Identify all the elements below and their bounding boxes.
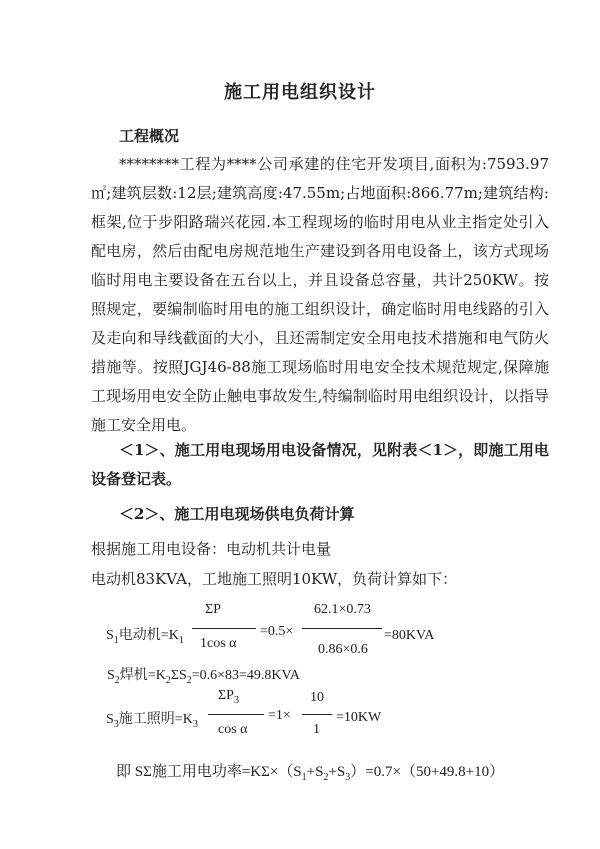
s3-k-sub: 3 <box>192 718 198 730</box>
s1-label: 电动机=K <box>118 628 179 643</box>
s2-k-sub: 2 <box>165 674 171 686</box>
s2-symbol: S <box>107 668 115 683</box>
s1-sub: 1 <box>113 634 119 646</box>
total-sub-3: 3 <box>345 772 351 783</box>
total-sub-1: 1 <box>301 772 307 783</box>
formula-s1-lhs <box>106 624 184 646</box>
s3-numerator-1 <box>218 688 239 706</box>
overview-paragraph: ********工程为****公司承建的住宅开发项目,面积为:7593.97㎡;建筑层数:12层;建筑高度:47.55m;占地面积:866.77m;建筑结构:框架,位于步阳路瑞兴花园.本工程现场的临时用电从业主指定处引入配电房，然后由配电房规范地生产建设到各用电设备上，该方式现场临时用电主要设备在五台以上，并且设备总容量，共计250KW。按照规定，要编制临时用电的施工组织设计，确定临时用电线路的引入及走向和导线截面的大小，且还需制定安全用电技术措施和电气防火措施等。按照JGJ46-88施工现场临时用电安全技术规范规定,保障施工现场用电安全防止触电事故发生,特编制临时用电组织设计，以指导施工安全用电。 <box>91 155 549 434</box>
s1-fraction-bar-1 <box>192 628 256 629</box>
s1-symbol: S <box>106 628 114 643</box>
s3-result: =10KW <box>336 710 382 725</box>
total-plus-1: +S <box>306 764 324 780</box>
formula-total <box>116 760 504 783</box>
s3-sub: 3 <box>113 718 119 730</box>
total-sub-2: 2 <box>323 772 329 783</box>
s2-sub: 2 <box>114 674 120 686</box>
s2-sum: ΣS <box>170 668 187 683</box>
s3-numerator-2: 10 <box>310 690 324 705</box>
s3-multiplier: =1× <box>268 708 291 723</box>
s1-result: =80KVA <box>384 628 435 643</box>
s3-numerator-text: ΣP <box>218 688 234 703</box>
formula-s2 <box>107 664 300 686</box>
motor-line: 电动机83KVA，工地施工照明10KW，负荷计算如下： <box>91 570 458 588</box>
total-result: ）=0.7×（50+49.8+10） <box>350 764 505 780</box>
total-prefix: 即 SΣ施工用电功率=KΣ×（S <box>116 764 302 780</box>
s2-result: =0.6×83=49.8KVA <box>191 668 300 683</box>
s2-s-sub: 2 <box>186 674 192 686</box>
s3-fraction-bar-2 <box>302 714 332 715</box>
item-2-heading: ＜2＞、施工用电现场供电负荷计算 <box>119 505 355 523</box>
s3-symbol: S <box>106 712 114 727</box>
s3-denominator-1: cos α <box>218 722 248 737</box>
s3-label: 施工照明=K <box>118 712 193 727</box>
s1-k-sub: 1 <box>178 634 184 646</box>
s3-fraction-bar-1 <box>208 714 264 715</box>
section-heading: 工程概况 <box>119 127 180 145</box>
basis-line: 根据施工用电设备：电动机共计电量 <box>91 540 332 558</box>
s1-multiplier: =0.5× <box>260 624 294 639</box>
s1-numerator-2: 62.1×0.73 <box>314 602 371 617</box>
s1-denominator-1: 1cos α <box>200 636 237 651</box>
s2-label: 焊机=K <box>119 668 166 683</box>
s3-denominator-2: 1 <box>313 722 320 737</box>
s1-fraction-bar-2 <box>302 628 382 629</box>
s3-numerator-sub: 3 <box>233 694 239 706</box>
total-plus-2: +S <box>328 764 346 780</box>
formula-s3-lhs <box>106 708 198 730</box>
s1-numerator-1: ΣP <box>205 602 221 617</box>
item-1-heading: ＜1＞、施工用电现场用电设备情况，见附表＜1＞，即施工用电设备登记表。 <box>91 441 549 488</box>
page-title: 施工用电组织设计 <box>224 82 376 103</box>
s1-denominator-2: 0.86×0.6 <box>318 642 368 657</box>
